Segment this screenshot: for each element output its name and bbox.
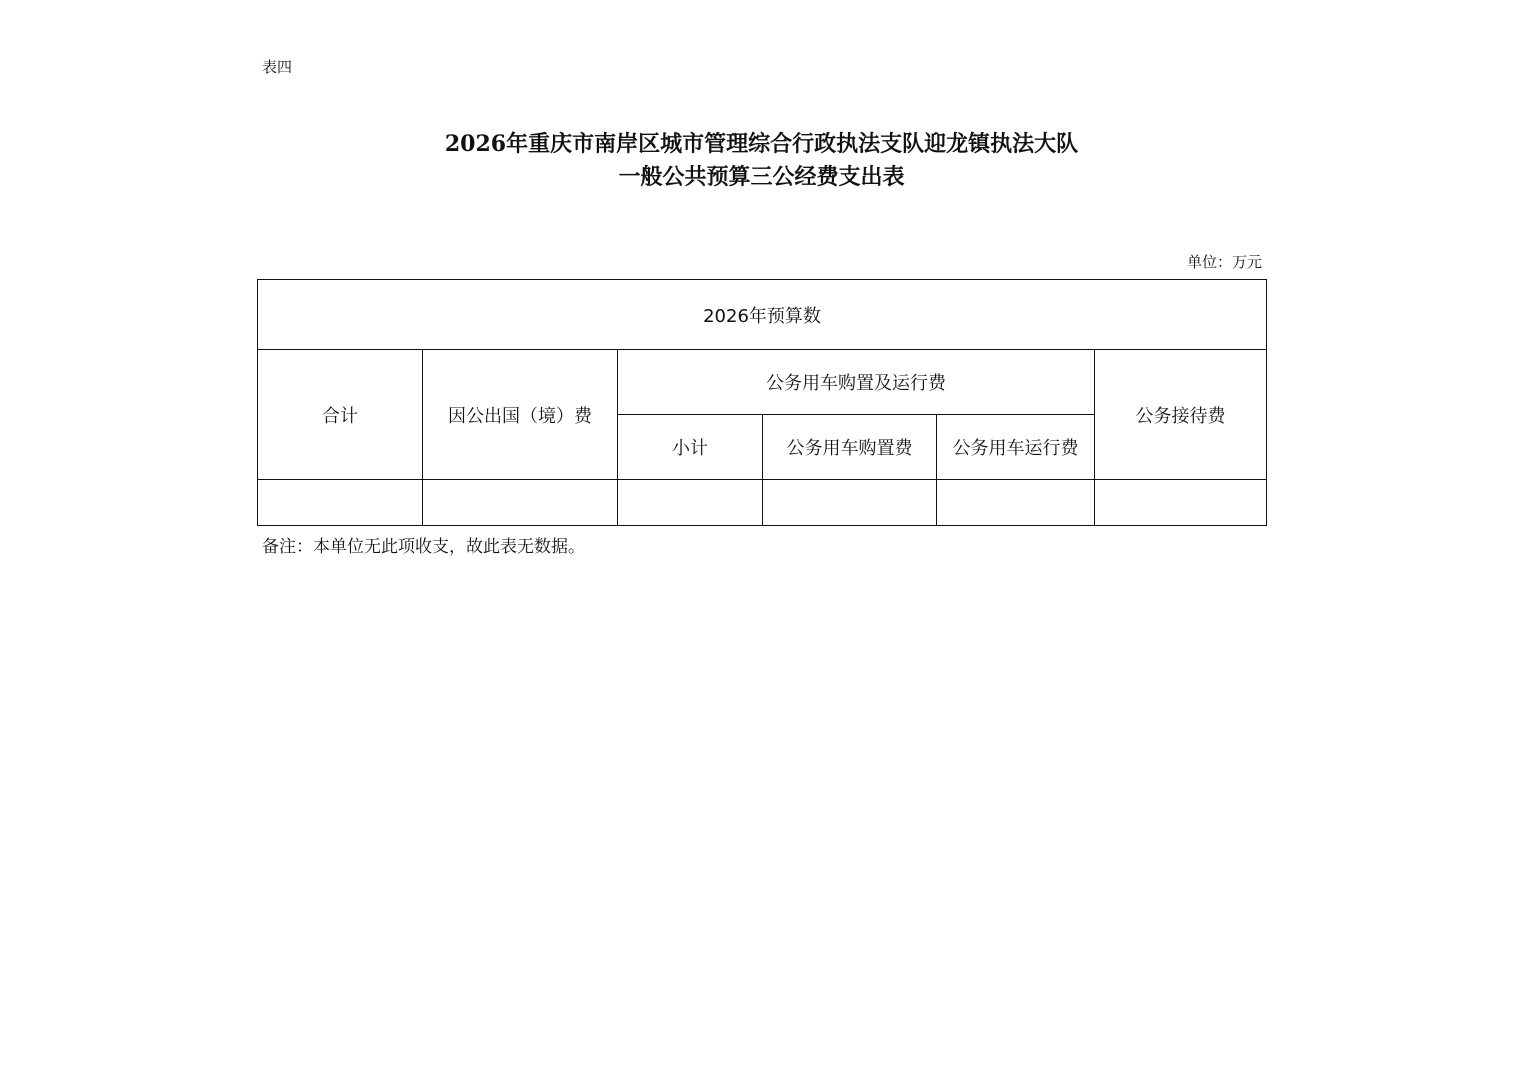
table-header-row-1: [258, 350, 1267, 415]
cell-reception-expense: [1095, 480, 1267, 526]
header-reception-expense: 公务接待费: [1095, 350, 1267, 480]
header-vehicle-purchase: 公务用车购置费: [763, 415, 937, 480]
document-title-line-1: 2026年重庆市南岸区城市管理综合行政执法支队迎龙镇执法大队: [444, 131, 1079, 157]
header-budget-year: 2026年预算数: [258, 280, 1267, 350]
header-vehicle-operation: 公务用车运行费: [937, 415, 1095, 480]
document-title-line-2: 一般公共预算三公经费支出表: [618, 164, 905, 190]
header-subtotal: 小计: [618, 415, 763, 480]
cell-vehicle-purchase: [763, 480, 937, 526]
table-row: [258, 480, 1267, 526]
cell-vehicle-operation: [937, 480, 1095, 526]
header-total: 合计: [258, 350, 423, 480]
table-note: 备注：本单位无此项收支，故此表无数据。: [262, 537, 585, 557]
cell-total: [258, 480, 423, 526]
three-public-expenses-table: [257, 279, 1267, 526]
unit-label: 单位：万元: [1186, 253, 1262, 271]
header-abroad-expense: 因公出国（境）费: [423, 350, 618, 480]
table-number-label: 表四: [262, 58, 293, 76]
header-vehicle-group: 公务用车购置及运行费: [618, 350, 1095, 415]
cell-subtotal: [618, 480, 763, 526]
table-header-row-year: [258, 280, 1267, 350]
cell-abroad-expense: [423, 480, 618, 526]
